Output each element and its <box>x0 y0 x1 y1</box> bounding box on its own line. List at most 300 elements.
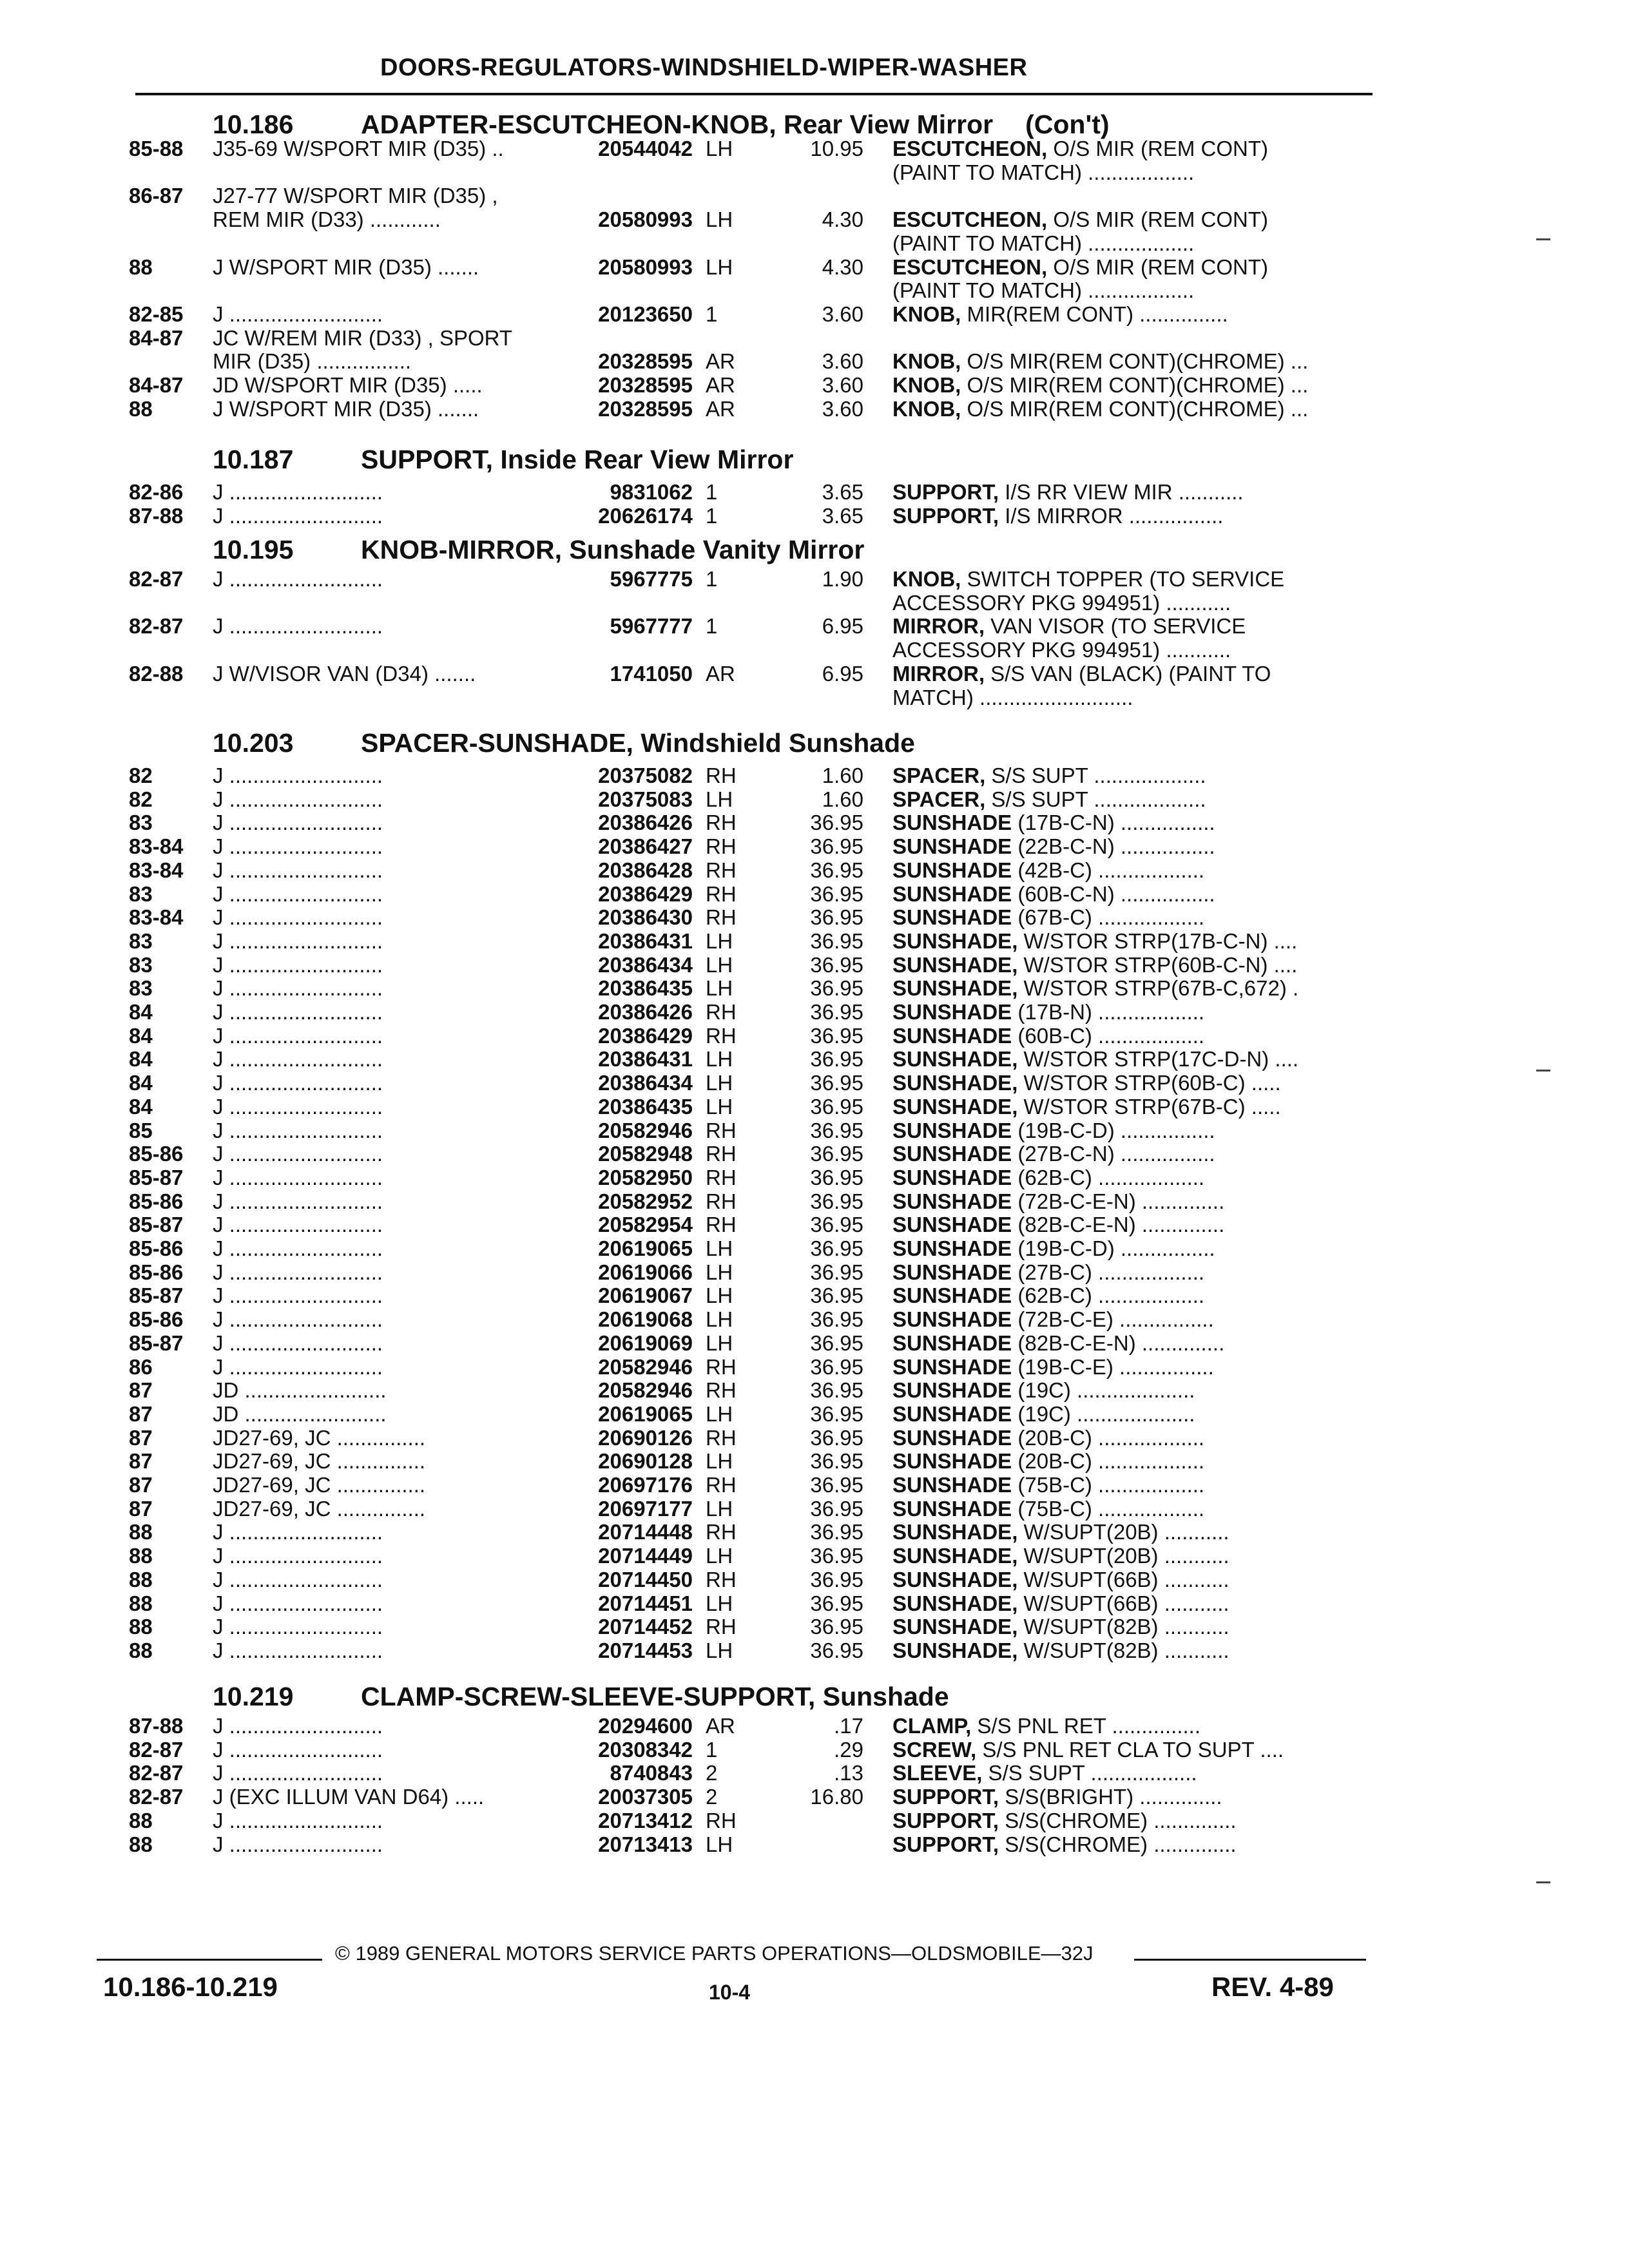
quantity: RH <box>706 1166 737 1189</box>
part-name-detail: (PAINT TO MATCH) .................. <box>892 278 1195 302</box>
application: J .......................... <box>213 764 383 787</box>
part-row <box>0 929 1629 952</box>
part-name-key: SUNSHADE, <box>892 1095 1018 1119</box>
application: J .......................... <box>213 480 383 504</box>
part-name-key: SPACER, <box>892 787 986 811</box>
part-name-key: SUNSHADE <box>892 1119 1012 1142</box>
quantity: LH <box>706 1283 733 1307</box>
part-name-detail: (22B-C-N) ................ <box>1012 834 1215 858</box>
part-name <box>892 255 1369 280</box>
quantity: RH <box>706 905 737 929</box>
quantity: LH <box>706 1236 733 1260</box>
price: 6.95 <box>822 614 863 638</box>
part-name <box>892 1497 1369 1521</box>
model-years: 84-87 <box>129 373 184 397</box>
section-title: SPACER-SUNSHADE, Windshield Sunshade <box>361 728 915 758</box>
quantity: RH <box>706 811 737 834</box>
quantity: RH <box>706 1189 737 1213</box>
part-row <box>0 591 1629 614</box>
part-row <box>0 1355 1629 1378</box>
model-years: 88 <box>129 1639 153 1662</box>
price: 36.95 <box>810 1260 863 1284</box>
model-years: 87 <box>129 1449 153 1473</box>
application: J .......................... <box>213 1236 383 1260</box>
model-years: 88 <box>129 1809 153 1832</box>
part-name-key: SUNSHADE <box>892 1000 1012 1024</box>
application: JD ........................ <box>213 1402 387 1426</box>
part-number: 20386435 <box>598 1095 693 1119</box>
part-name-key: SUPPORT, <box>892 1809 999 1832</box>
part-row <box>0 207 1629 231</box>
model-years: 84 <box>129 1095 153 1119</box>
part-number: 20626174 <box>598 504 693 528</box>
price: 36.95 <box>810 953 863 977</box>
part-row <box>0 1714 1629 1737</box>
part-number: 20386428 <box>598 858 693 882</box>
model-years: 84 <box>129 1047 153 1071</box>
part-name-detail: (42B-C) .................. <box>1012 858 1205 882</box>
price: .29 <box>834 1738 863 1762</box>
part-name <box>892 638 1369 662</box>
section-title: CLAMP-SCREW-SLEEVE-SUPPORT, Sunshade <box>361 1682 949 1711</box>
application: J .......................... <box>213 1000 383 1024</box>
part-number: 20690126 <box>598 1426 693 1450</box>
quantity: LH <box>706 1591 733 1615</box>
part-name-detail: (67B-C) .................. <box>1012 905 1205 929</box>
part-name-key: SUPPORT, <box>892 1832 999 1856</box>
page-title: DOORS-REGULATORS-WINDSHIELD-WIPER-WASHER <box>380 54 1028 81</box>
model-years: 83-84 <box>129 834 184 858</box>
model-years: 85 <box>129 1119 153 1142</box>
part-row <box>0 373 1629 396</box>
quantity: LH <box>706 1307 733 1331</box>
part-name-detail: S/S PNL RET ............... <box>971 1714 1201 1738</box>
price: 36.95 <box>810 976 863 1000</box>
part-name <box>892 662 1369 686</box>
application: JD27-69, JC ............... <box>213 1449 426 1473</box>
part-name <box>892 1809 1369 1833</box>
part-name-key: SUNSHADE <box>892 834 1012 858</box>
part-row <box>0 787 1629 811</box>
application: J (EXC ILLUM VAN D64) ..... <box>213 1785 485 1809</box>
part-row <box>0 976 1629 999</box>
part-name-detail: W/SUPT(66B) ........... <box>1017 1591 1229 1615</box>
price: 3.60 <box>822 397 863 421</box>
part-row <box>0 1426 1629 1449</box>
part-name-key: SUNSHADE <box>892 1378 1012 1402</box>
application: J .......................... <box>213 929 383 953</box>
part-name-detail: ACCESSORY PKG 994951) ........... <box>892 638 1231 662</box>
part-name-key: SUNSHADE, <box>892 929 1018 953</box>
quantity: LH <box>706 1639 733 1662</box>
part-row <box>0 255 1629 278</box>
model-years: 87 <box>129 1497 153 1521</box>
model-years: 83 <box>129 953 153 977</box>
part-name-detail: W/SUPT(82B) ........... <box>1017 1639 1229 1662</box>
part-name-detail: (17B-N) .................. <box>1012 1000 1205 1024</box>
part-number: 20713413 <box>598 1832 693 1856</box>
footer-rule-left <box>97 1959 322 1961</box>
footer-rule-right <box>1134 1959 1366 1961</box>
part-name-key: SUNSHADE, <box>892 1615 1018 1639</box>
price: 36.95 <box>810 1378 863 1402</box>
part-row <box>0 184 1629 207</box>
quantity: AR <box>706 349 735 373</box>
footer-page-number: 10-4 <box>709 1981 751 2004</box>
header-rule <box>135 93 1373 95</box>
price: 36.95 <box>810 1639 863 1662</box>
part-name-key: KNOB, <box>892 302 961 326</box>
model-years: 83 <box>129 882 153 906</box>
model-years: 82 <box>129 764 153 787</box>
part-number: 20386426 <box>598 811 693 834</box>
part-number: 20714448 <box>598 1520 693 1544</box>
part-number: 20619069 <box>598 1331 693 1355</box>
part-number: 20582954 <box>598 1213 693 1236</box>
quantity: 1 <box>706 1738 718 1762</box>
part-name-detail: MIR(REM CONT) ............... <box>961 302 1228 326</box>
quantity: AR <box>706 397 735 421</box>
part-name <box>892 686 1369 710</box>
part-number: 20328595 <box>598 349 693 373</box>
part-number: 20713412 <box>598 1809 693 1832</box>
part-row <box>0 1832 1629 1856</box>
part-name <box>892 207 1369 232</box>
part-name-detail: MATCH) .......................... <box>892 686 1133 709</box>
part-number: 9831062 <box>610 480 693 504</box>
quantity: 1 <box>706 302 718 326</box>
part-name-key: SUPPORT, <box>892 504 999 528</box>
part-name-key: SCREW, <box>892 1738 977 1762</box>
quantity: 2 <box>706 1761 718 1785</box>
part-row <box>0 1785 1629 1808</box>
part-name-detail: O/S MIR (REM CONT) <box>1047 255 1268 279</box>
part-row <box>0 811 1629 834</box>
part-number: 20697176 <box>598 1473 693 1497</box>
application: J .......................... <box>213 302 383 326</box>
model-years: 85-86 <box>129 1189 184 1213</box>
part-name <box>892 1260 1369 1285</box>
model-years: 87 <box>129 1473 153 1497</box>
part-number: 20580993 <box>598 255 693 279</box>
quantity: RH <box>706 1473 737 1497</box>
section-number: 10.203 <box>213 728 294 758</box>
part-number: 20619068 <box>598 1307 693 1331</box>
part-name-detail: (62B-C) .................. <box>1012 1166 1205 1189</box>
part-number: 20328595 <box>598 373 693 397</box>
part-row <box>0 1520 1629 1543</box>
model-years: 88 <box>129 255 153 279</box>
part-number: 5967775 <box>610 567 693 591</box>
part-name-detail: (60B-C-N) ................ <box>1012 882 1215 906</box>
part-row <box>0 1189 1629 1213</box>
part-row <box>0 764 1629 787</box>
model-years: 85-86 <box>129 1307 184 1331</box>
part-row <box>0 160 1629 184</box>
model-years: 88 <box>129 1544 153 1568</box>
part-name-key: SUNSHADE, <box>892 1568 1018 1591</box>
application: J .......................... <box>213 1307 383 1331</box>
part-name-detail: O/S MIR (REM CONT) <box>1047 137 1268 160</box>
part-name <box>892 278 1369 303</box>
model-years: 84 <box>129 1000 153 1024</box>
model-years: 82-88 <box>129 662 184 686</box>
part-row <box>0 1307 1629 1331</box>
part-name <box>892 811 1369 835</box>
part-name-detail: (82B-C-E-N) .............. <box>1012 1331 1225 1355</box>
price: .13 <box>834 1761 863 1785</box>
quantity: RH <box>706 1426 737 1450</box>
part-name-detail: S/S SUPT .................. <box>982 1761 1197 1785</box>
application: J .......................... <box>213 1047 383 1071</box>
price: 36.95 <box>810 929 863 953</box>
part-name-detail: O/S MIR(REM CONT)(CHROME) ... <box>961 373 1309 397</box>
part-row <box>0 1213 1629 1236</box>
quantity: LH <box>706 1071 733 1095</box>
application: J .......................... <box>213 1260 383 1284</box>
part-name <box>892 787 1369 812</box>
price: 36.95 <box>810 1283 863 1307</box>
application: J .......................... <box>213 1024 383 1048</box>
application: J .......................... <box>213 1809 383 1832</box>
part-name <box>892 1378 1369 1403</box>
part-name-key: SUNSHADE, <box>892 1591 1018 1615</box>
application: J27-77 W/SPORT MIR (D35) , <box>213 184 498 207</box>
part-name <box>892 1520 1369 1544</box>
application: J35-69 W/SPORT MIR (D35) .. <box>213 137 504 160</box>
application: J .......................... <box>213 1142 383 1166</box>
quantity: RH <box>706 1213 737 1236</box>
model-years: 83 <box>129 811 153 834</box>
part-row <box>0 1142 1629 1165</box>
price: 36.95 <box>810 1402 863 1426</box>
price: 36.95 <box>810 1568 863 1591</box>
part-name-detail: (27B-C) .................. <box>1012 1260 1205 1284</box>
application: JD27-69, JC ............... <box>213 1426 426 1450</box>
section-title: SUPPORT, Inside Rear View Mirror <box>361 445 794 474</box>
application: J .......................... <box>213 567 383 591</box>
price: 1.90 <box>822 567 863 591</box>
part-name-key: SUNSHADE, <box>892 953 1018 977</box>
part-name-detail: (19B-C-E) ................ <box>1012 1355 1214 1379</box>
part-row <box>0 882 1629 905</box>
part-name <box>892 137 1369 161</box>
part-name-key: SUNSHADE <box>892 1402 1012 1426</box>
part-row <box>0 1071 1629 1094</box>
part-name-detail: W/STOR STRP(60B-C-N) .... <box>1017 953 1298 977</box>
price: 3.60 <box>822 302 863 326</box>
application: JD ........................ <box>213 1378 387 1402</box>
application: J .......................... <box>213 882 383 906</box>
model-years: 85-87 <box>129 1213 184 1236</box>
part-name-key: SUNSHADE <box>892 1283 1012 1307</box>
part-number: 20619065 <box>598 1236 693 1260</box>
part-number: 20714449 <box>598 1544 693 1568</box>
part-name <box>892 1331 1369 1356</box>
part-name-detail: W/SUPT(82B) ........... <box>1017 1615 1229 1639</box>
price: 36.95 <box>810 1095 863 1119</box>
quantity: LH <box>706 953 733 977</box>
quantity: LH <box>706 1047 733 1071</box>
quantity: 1 <box>706 614 718 638</box>
part-number: 20386429 <box>598 1024 693 1048</box>
price: 4.30 <box>822 207 863 231</box>
application: JD27-69, JC ............... <box>213 1497 426 1521</box>
part-number: 20544042 <box>598 137 693 160</box>
price: 6.95 <box>822 662 863 686</box>
part-row <box>0 1761 1629 1784</box>
part-name-detail: (82B-C-E-N) .............. <box>1012 1213 1225 1236</box>
part-name-detail: S/S SUPT ................... <box>985 787 1206 811</box>
part-row <box>0 1260 1629 1283</box>
section-title: KNOB-MIRROR, Sunshade Vanity Mirror <box>361 535 865 564</box>
quantity: LH <box>706 787 733 811</box>
part-name-detail: S/S(CHROME) .............. <box>999 1809 1237 1832</box>
application: J .......................... <box>213 1639 383 1662</box>
model-years: 84 <box>129 1024 153 1048</box>
part-name <box>892 1307 1369 1332</box>
part-name <box>892 302 1369 327</box>
application: J .......................... <box>213 834 383 858</box>
part-number: 20037305 <box>598 1785 693 1809</box>
model-years: 83-84 <box>129 858 184 882</box>
part-name <box>892 1047 1369 1072</box>
part-name-key: SUNSHADE, <box>892 1047 1018 1071</box>
part-name <box>892 1714 1369 1738</box>
part-name <box>892 349 1369 374</box>
part-row <box>0 1000 1629 1023</box>
part-number: 20619067 <box>598 1283 693 1307</box>
part-name-key: SUNSHADE <box>892 882 1012 906</box>
quantity: LH <box>706 976 733 1000</box>
part-name-key: SLEEVE, <box>892 1761 983 1785</box>
part-number: 20386427 <box>598 834 693 858</box>
section-number: 10.219 <box>213 1682 294 1711</box>
part-number: 20375083 <box>598 787 693 811</box>
price: 16.80 <box>810 1785 863 1809</box>
model-years: 82-87 <box>129 567 184 591</box>
part-name <box>892 1591 1369 1616</box>
price: 36.95 <box>810 1544 863 1568</box>
part-row <box>0 1166 1629 1189</box>
application: J .......................... <box>213 1761 383 1785</box>
application: J .......................... <box>213 811 383 834</box>
part-name-key: KNOB, <box>892 373 961 397</box>
part-name-key: SUNSHADE <box>892 858 1012 882</box>
quantity: AR <box>706 1714 735 1738</box>
application: J .......................... <box>213 1568 383 1591</box>
part-row <box>0 1331 1629 1354</box>
quantity: LH <box>706 929 733 953</box>
application: J .......................... <box>213 1331 383 1355</box>
model-years: 88 <box>129 1520 153 1544</box>
part-row <box>0 278 1629 302</box>
model-years: 87 <box>129 1426 153 1450</box>
part-number: 20386429 <box>598 882 693 906</box>
part-name-key: ESCUTCHEON, <box>892 255 1048 279</box>
price: .17 <box>834 1714 863 1738</box>
part-row <box>0 686 1629 709</box>
part-name-key: SUNSHADE <box>892 1307 1012 1331</box>
part-name-detail: S/S PNL RET CLA TO SUPT .... <box>976 1738 1284 1762</box>
part-name-key: SUNSHADE <box>892 1355 1012 1379</box>
price: 36.95 <box>810 1615 863 1639</box>
price: 36.95 <box>810 834 863 858</box>
model-years: 85-87 <box>129 1283 184 1307</box>
part-name-key: SUNSHADE, <box>892 1639 1018 1662</box>
part-number: 20714452 <box>598 1615 693 1639</box>
part-name-key: SUNSHADE <box>892 1024 1012 1048</box>
part-name-key: SUNSHADE <box>892 1449 1012 1473</box>
part-name-detail: (72B-C-E) ................ <box>1012 1307 1214 1331</box>
part-name <box>892 614 1369 639</box>
part-row <box>0 231 1629 255</box>
quantity: 1 <box>706 504 718 528</box>
part-row <box>0 1639 1629 1662</box>
price: 36.95 <box>810 1520 863 1544</box>
part-name <box>892 397 1369 421</box>
quantity: AR <box>706 373 735 397</box>
part-name-detail: W/STOR STRP(17B-C-N) .... <box>1017 929 1298 953</box>
section-heading <box>213 445 793 475</box>
part-name-key: KNOB, <box>892 397 961 421</box>
model-years: 83 <box>129 929 153 953</box>
part-name-detail: (60B-C) .................. <box>1012 1024 1205 1048</box>
part-name-key: SUNSHADE, <box>892 976 1018 1000</box>
price: 1.60 <box>822 764 863 787</box>
part-name <box>892 1402 1369 1427</box>
price: 36.95 <box>810 1307 863 1331</box>
part-row <box>0 1738 1629 1761</box>
part-row <box>0 1095 1629 1118</box>
part-name <box>892 764 1369 788</box>
part-number: 20582946 <box>598 1119 693 1142</box>
part-name <box>892 1119 1369 1143</box>
application: J .......................... <box>213 1166 383 1189</box>
part-name-key: SPACER, <box>892 764 986 787</box>
price: 36.95 <box>810 1426 863 1450</box>
part-name-detail: (PAINT TO MATCH) .................. <box>892 231 1195 255</box>
part-name-detail: (75B-C) .................. <box>1012 1473 1205 1497</box>
quantity: 1 <box>706 480 718 504</box>
model-years: 87-88 <box>129 504 184 528</box>
part-name-detail: W/STOR STRP(17C-D-N) .... <box>1017 1047 1299 1071</box>
price: 36.95 <box>810 1449 863 1473</box>
model-years: 82-87 <box>129 1785 184 1809</box>
footer-copyright: © 1989 GENERAL MOTORS SERVICE PARTS OPERATIONS—OLDSMOBILE—32J <box>335 1942 1094 1965</box>
quantity: LH <box>706 1095 733 1119</box>
quantity: RH <box>706 1520 737 1544</box>
part-name <box>892 231 1369 256</box>
model-years: 87-88 <box>129 1714 184 1738</box>
part-row <box>0 1615 1629 1638</box>
application: REM MIR (D33) ............ <box>213 207 441 231</box>
application: J W/VISOR VAN (D34) ....... <box>213 662 476 686</box>
part-row <box>0 614 1629 637</box>
part-number: 20582946 <box>598 1355 693 1379</box>
part-name-key: SUNSHADE, <box>892 1544 1018 1568</box>
price: 36.95 <box>810 1331 863 1355</box>
part-name-detail: W/STOR STRP(60B-C) ..... <box>1017 1071 1281 1095</box>
part-name-key: KNOB, <box>892 567 961 591</box>
application: J .......................... <box>213 1738 383 1762</box>
part-name <box>892 1615 1369 1639</box>
application: JD27-69, JC ............... <box>213 1473 426 1497</box>
part-number: 20690128 <box>598 1449 693 1473</box>
model-years: 84-87 <box>129 326 184 350</box>
quantity: RH <box>706 882 737 906</box>
part-number: 20386431 <box>598 929 693 953</box>
